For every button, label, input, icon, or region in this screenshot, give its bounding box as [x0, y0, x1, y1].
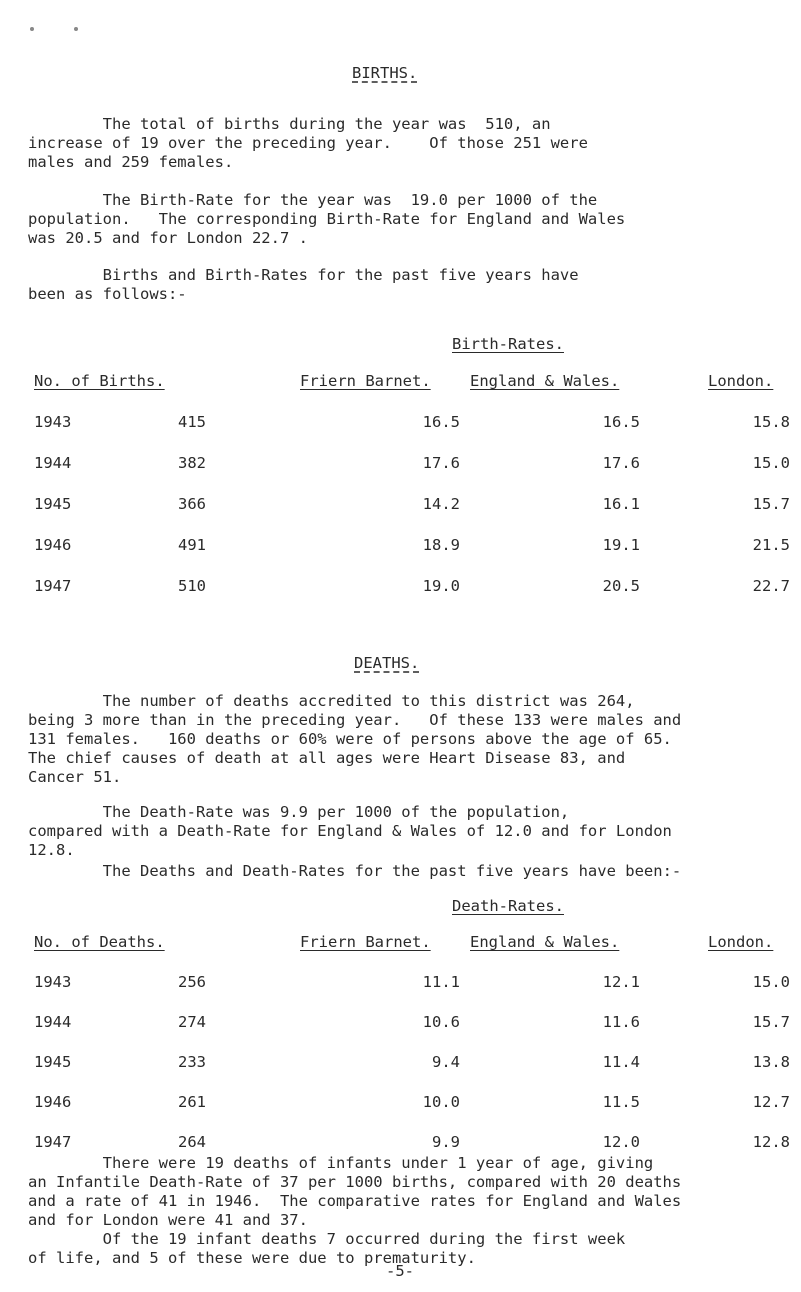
london-rate: 15.7 [752, 1013, 790, 1031]
deaths-count: 264 [178, 1133, 206, 1151]
births-paragraph-3: Births and Birth-Rates for the past five years have been as follows:- [28, 266, 579, 303]
year: 1946 [34, 1093, 72, 1111]
year: 1945 [34, 495, 72, 513]
scan-mark [30, 27, 34, 31]
infant-deaths-paragraph: There were 19 deaths of infants under 1 year of age, giving an Infantile Death-Rate of 37 per 1000 births, compared with 20 deaths and a rate of 41 in 1946. The comparative rates for England and Wales and for London were 41 and 37. Of the 19 infant deaths 7 occurred during the first week of life, and 5 of these were due to prematurity. [28, 1154, 682, 1267]
col-england-wales: England & Wales. [470, 372, 620, 390]
births-count: 382 [178, 454, 206, 472]
deaths-paragraph-1: The number of deaths accredited to this district was 264, being 3 more than in the preceding year. Of these 133 were males and 131 females. 160 deaths or 60% were of persons above the age of 65. The chief causes of death at all ages were Heart Disease 83, and Cancer 51. [28, 692, 682, 786]
births-paragraph-1: The total of births during the year was 510, an increase of 19 over the preceding year. Of those 251 were males and 259 females. [28, 115, 588, 171]
london-rate: 15.0 [752, 973, 790, 991]
births-table-header [0, 372, 801, 392]
col-friern-barnet: Friern Barnet. [300, 372, 431, 390]
births-count: 415 [178, 413, 206, 431]
table-row [0, 495, 801, 515]
year: 1947 [34, 577, 72, 595]
death-rates-label: Death-Rates. [452, 897, 564, 915]
births-paragraph-2: The Birth-Rate for the year was 19.0 per 1000 of the population. The corresponding Birth-Rate for England and Wales was 20.5 and for London 22.7 . [28, 191, 626, 247]
col-no-births: No. of Births. [34, 372, 165, 390]
england-wales-rate: 17.6 [602, 454, 640, 472]
friern-barnet-rate: 9.4 [432, 1053, 460, 1071]
deaths-count: 256 [178, 973, 206, 991]
year: 1945 [34, 1053, 72, 1071]
friern-barnet-rate: 10.6 [422, 1013, 460, 1031]
table-row [0, 973, 801, 993]
table-row [0, 577, 801, 597]
col-no-deaths: No. of Deaths. [34, 933, 165, 951]
births-count: 491 [178, 536, 206, 554]
table-row [0, 413, 801, 433]
london-rate: 15.7 [752, 495, 790, 513]
london-rate: 12.7 [752, 1093, 790, 1111]
deaths-count: 261 [178, 1093, 206, 1111]
london-rate: 15.0 [752, 454, 790, 472]
london-rate: 13.8 [752, 1053, 790, 1071]
col-england-wales: England & Wales. [470, 933, 620, 951]
col-london: London. [708, 933, 774, 951]
london-rate: 12.8 [752, 1133, 790, 1151]
friern-barnet-rate: 18.9 [422, 536, 460, 554]
year: 1943 [34, 973, 72, 991]
scan-mark [74, 27, 78, 31]
friern-barnet-rate: 14.2 [422, 495, 460, 513]
deaths-heading: DEATHS. [354, 654, 420, 672]
births-count: 510 [178, 577, 206, 595]
friern-barnet-rate: 9.9 [432, 1133, 460, 1151]
deaths-paragraph-3: The Deaths and Death-Rates for the past five years have been:- [28, 862, 682, 880]
deaths-paragraph-2: The Death-Rate was 9.9 per 1000 of the population, compared with a Death-Rate for England & Wales of 12.0 and for London 12.8. [28, 803, 672, 859]
col-friern-barnet: Friern Barnet. [300, 933, 431, 951]
england-wales-rate: 11.5 [602, 1093, 640, 1111]
england-wales-rate: 20.5 [602, 577, 640, 595]
deaths-count: 274 [178, 1013, 206, 1031]
london-rate: 22.7 [752, 577, 790, 595]
table-row [0, 1133, 801, 1153]
england-wales-rate: 11.6 [602, 1013, 640, 1031]
friern-barnet-rate: 19.0 [422, 577, 460, 595]
england-wales-rate: 12.0 [602, 1133, 640, 1151]
deaths-table-header [0, 933, 801, 953]
table-row [0, 1093, 801, 1113]
table-row [0, 1053, 801, 1073]
london-rate: 15.8 [752, 413, 790, 431]
table-row [0, 454, 801, 474]
friern-barnet-rate: 16.5 [422, 413, 460, 431]
table-row [0, 536, 801, 556]
england-wales-rate: 11.4 [602, 1053, 640, 1071]
england-wales-rate: 19.1 [602, 536, 640, 554]
friern-barnet-rate: 10.0 [422, 1093, 460, 1111]
births-count: 366 [178, 495, 206, 513]
friern-barnet-rate: 17.6 [422, 454, 460, 472]
birth-rates-label: Birth-Rates. [452, 335, 564, 353]
year: 1943 [34, 413, 72, 431]
year: 1944 [34, 1013, 72, 1031]
friern-barnet-rate: 11.1 [422, 973, 460, 991]
col-london: London. [708, 372, 774, 390]
england-wales-rate: 16.1 [602, 495, 640, 513]
table-row [0, 1013, 801, 1033]
year: 1947 [34, 1133, 72, 1151]
london-rate: 21.5 [752, 536, 790, 554]
year: 1946 [34, 536, 72, 554]
deaths-count: 233 [178, 1053, 206, 1071]
births-heading: BIRTHS. [352, 64, 418, 82]
england-wales-rate: 16.5 [602, 413, 640, 431]
page-number: -5- [386, 1262, 414, 1280]
england-wales-rate: 12.1 [602, 973, 640, 991]
year: 1944 [34, 454, 72, 472]
